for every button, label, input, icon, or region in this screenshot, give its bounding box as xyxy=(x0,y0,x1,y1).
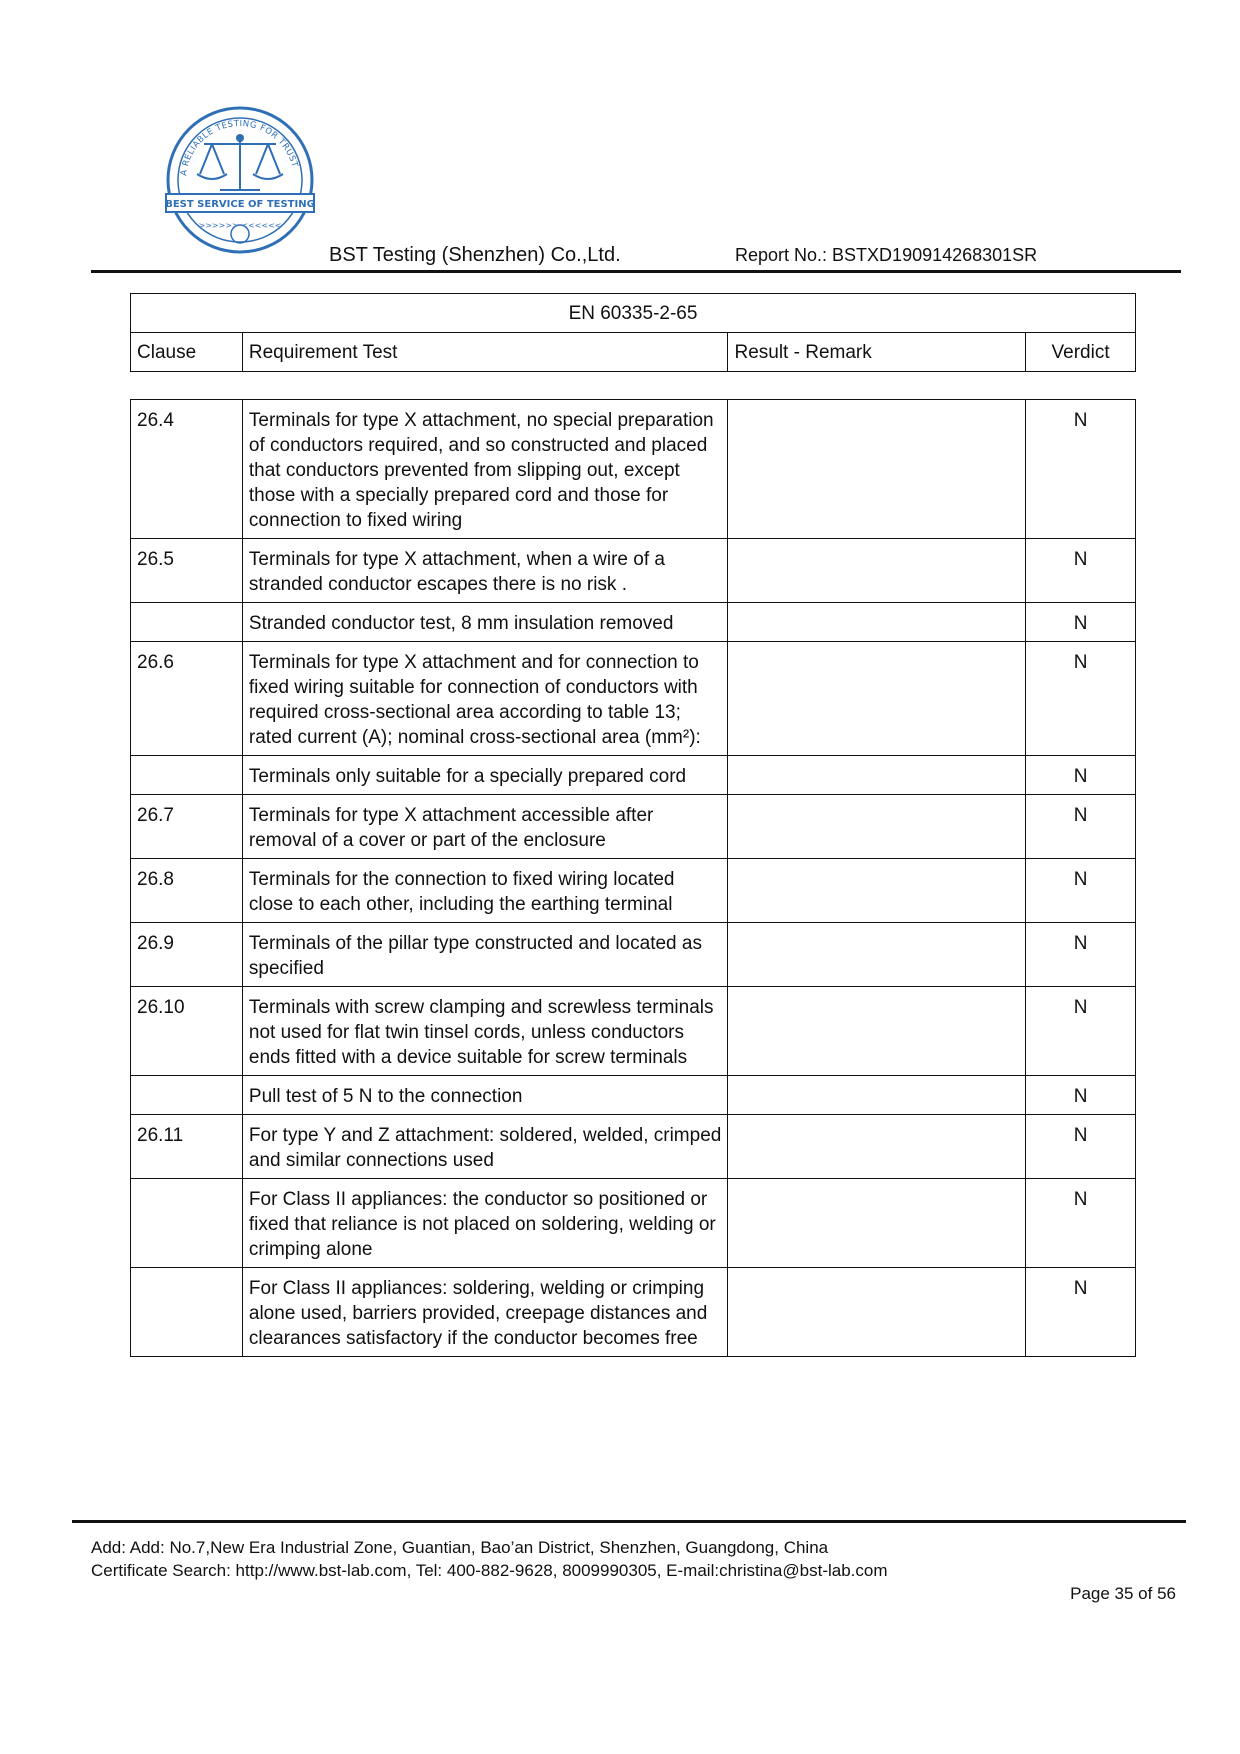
company-logo xyxy=(164,104,316,256)
table-row xyxy=(131,400,1136,539)
verdict-cell: N xyxy=(1026,539,1136,603)
table-row xyxy=(131,923,1136,987)
verdict-cell: N xyxy=(1026,400,1136,539)
table-row xyxy=(131,1115,1136,1179)
requirement-cell: Terminals for the connection to fixed wiring located close to each other, including the earthing terminal xyxy=(242,859,728,923)
result-cell xyxy=(728,859,1026,923)
clause-cell: 26.6 xyxy=(131,642,243,756)
clause-cell: 26.4 xyxy=(131,400,243,539)
footer-divider xyxy=(72,1520,1186,1523)
verdict-cell: N xyxy=(1026,756,1136,795)
verdict-cell: N xyxy=(1026,795,1136,859)
column-header-result: Result - Remark xyxy=(728,333,1026,372)
result-cell xyxy=(728,923,1026,987)
svg-text:BEST SERVICE OF TESTING: BEST SERVICE OF TESTING xyxy=(165,199,315,210)
verdict-cell: N xyxy=(1026,1179,1136,1268)
clause-cell: 26.7 xyxy=(131,795,243,859)
verdict-cell: N xyxy=(1026,1076,1136,1115)
table-row xyxy=(131,642,1136,756)
clause-cell: 26.9 xyxy=(131,923,243,987)
verdict-cell: N xyxy=(1026,923,1136,987)
verdict-cell: N xyxy=(1026,859,1136,923)
requirement-cell: For Class II appliances: soldering, welding or crimping alone used, barriers provided, creepage distances and clearances satisfactory if the conductor becomes free xyxy=(242,1268,728,1357)
result-cell xyxy=(728,642,1026,756)
clause-cell xyxy=(131,1268,243,1357)
verdict-cell: N xyxy=(1026,1268,1136,1357)
verdict-cell: N xyxy=(1026,642,1136,756)
column-header-verdict: Verdict xyxy=(1026,333,1136,372)
verdict-cell: N xyxy=(1026,987,1136,1076)
requirement-cell: Terminals with screw clamping and screwless terminals not used for flat twin tinsel cords, unless conductors ends fitted with a device suitable for screw terminals xyxy=(242,987,728,1076)
verdict-cell: N xyxy=(1026,1115,1136,1179)
requirement-cell: Terminals for type X attachment, no special preparation of conductors required, and so constructed and placed that conductors prevented from slipping out, except those with a specially prepared cord and those for connection to fixed wiring xyxy=(242,400,728,539)
column-header-clause: Clause xyxy=(131,333,243,372)
table-row xyxy=(131,603,1136,642)
result-cell xyxy=(728,1076,1026,1115)
result-cell xyxy=(728,539,1026,603)
clause-cell: 26.8 xyxy=(131,859,243,923)
requirement-cell: For Class II appliances: the conductor so positioned or fixed that reliance is not placed on soldering, welding or crimping alone xyxy=(242,1179,728,1268)
header-divider xyxy=(91,270,1181,273)
requirement-cell: Terminals for type X attachment, when a wire of a stranded conductor escapes there is no risk . xyxy=(242,539,728,603)
result-cell xyxy=(728,795,1026,859)
report-number: Report No.: BSTXD190914268301SR xyxy=(735,245,1038,265)
requirements-table xyxy=(130,399,1136,1357)
requirement-cell: Terminals only suitable for a specially prepared cord xyxy=(242,756,728,795)
result-cell xyxy=(728,1268,1026,1357)
requirement-cell: For type Y and Z attachment: soldered, welded, crimped and similar connections used xyxy=(242,1115,728,1179)
svg-text:A RELIABLE TESTING FOR TRUST: A RELIABLE TESTING FOR TRUST xyxy=(179,118,300,177)
result-cell xyxy=(728,756,1026,795)
result-cell xyxy=(728,987,1026,1076)
table-row xyxy=(131,539,1136,603)
table-row xyxy=(131,1179,1136,1268)
result-cell xyxy=(728,1179,1026,1268)
clause-cell: 26.11 xyxy=(131,1115,243,1179)
table-row xyxy=(131,1268,1136,1357)
result-cell xyxy=(728,400,1026,539)
clause-cell: 26.5 xyxy=(131,539,243,603)
company-name: BST Testing (Shenzhen) Co.,Ltd. xyxy=(329,244,621,266)
table-row xyxy=(131,987,1136,1076)
column-header-requirement: Requirement Test xyxy=(242,333,728,372)
result-cell xyxy=(728,1115,1026,1179)
table-row xyxy=(131,756,1136,795)
clause-cell xyxy=(131,603,243,642)
verdict-cell: N xyxy=(1026,603,1136,642)
requirement-cell: Terminals for type X attachment and for connection to fixed wiring suitable for connection of conductors with required cross-sectional area according to table 13; rated current (A); nominal cross-sectional area (mm²): xyxy=(242,642,728,756)
standard-title: EN 60335-2-65 xyxy=(131,294,1136,333)
clause-cell xyxy=(131,756,243,795)
result-cell xyxy=(728,603,1026,642)
requirement-cell: Pull test of 5 N to the connection xyxy=(242,1076,728,1115)
table-header xyxy=(130,293,1136,372)
requirement-cell: Stranded conductor test, 8 mm insulation removed xyxy=(242,603,728,642)
requirement-cell: Terminals of the pillar type constructed and located as specified xyxy=(242,923,728,987)
svg-text:>>>>>> <<<<<<: >>>>>> <<<<<< xyxy=(198,221,282,230)
footer-address: Add: Add: No.7,New Era Industrial Zone, Guantian, Bao’an District, Shenzhen, Guangdong, China xyxy=(91,1538,829,1557)
clause-cell xyxy=(131,1076,243,1115)
table-row xyxy=(131,1076,1136,1115)
footer-certificate: Certificate Search: http://www.bst-lab.com, Tel: 400-882-9628, 8009990305, E-mail:christina@bst-lab.com xyxy=(91,1561,888,1580)
clause-cell: 26.10 xyxy=(131,987,243,1076)
requirement-cell: Terminals for type X attachment accessible after removal of a cover or part of the enclosure xyxy=(242,795,728,859)
clause-cell xyxy=(131,1179,243,1268)
table-row xyxy=(131,795,1136,859)
table-row xyxy=(131,859,1136,923)
page-number: Page 35 of 56 xyxy=(1070,1584,1176,1603)
